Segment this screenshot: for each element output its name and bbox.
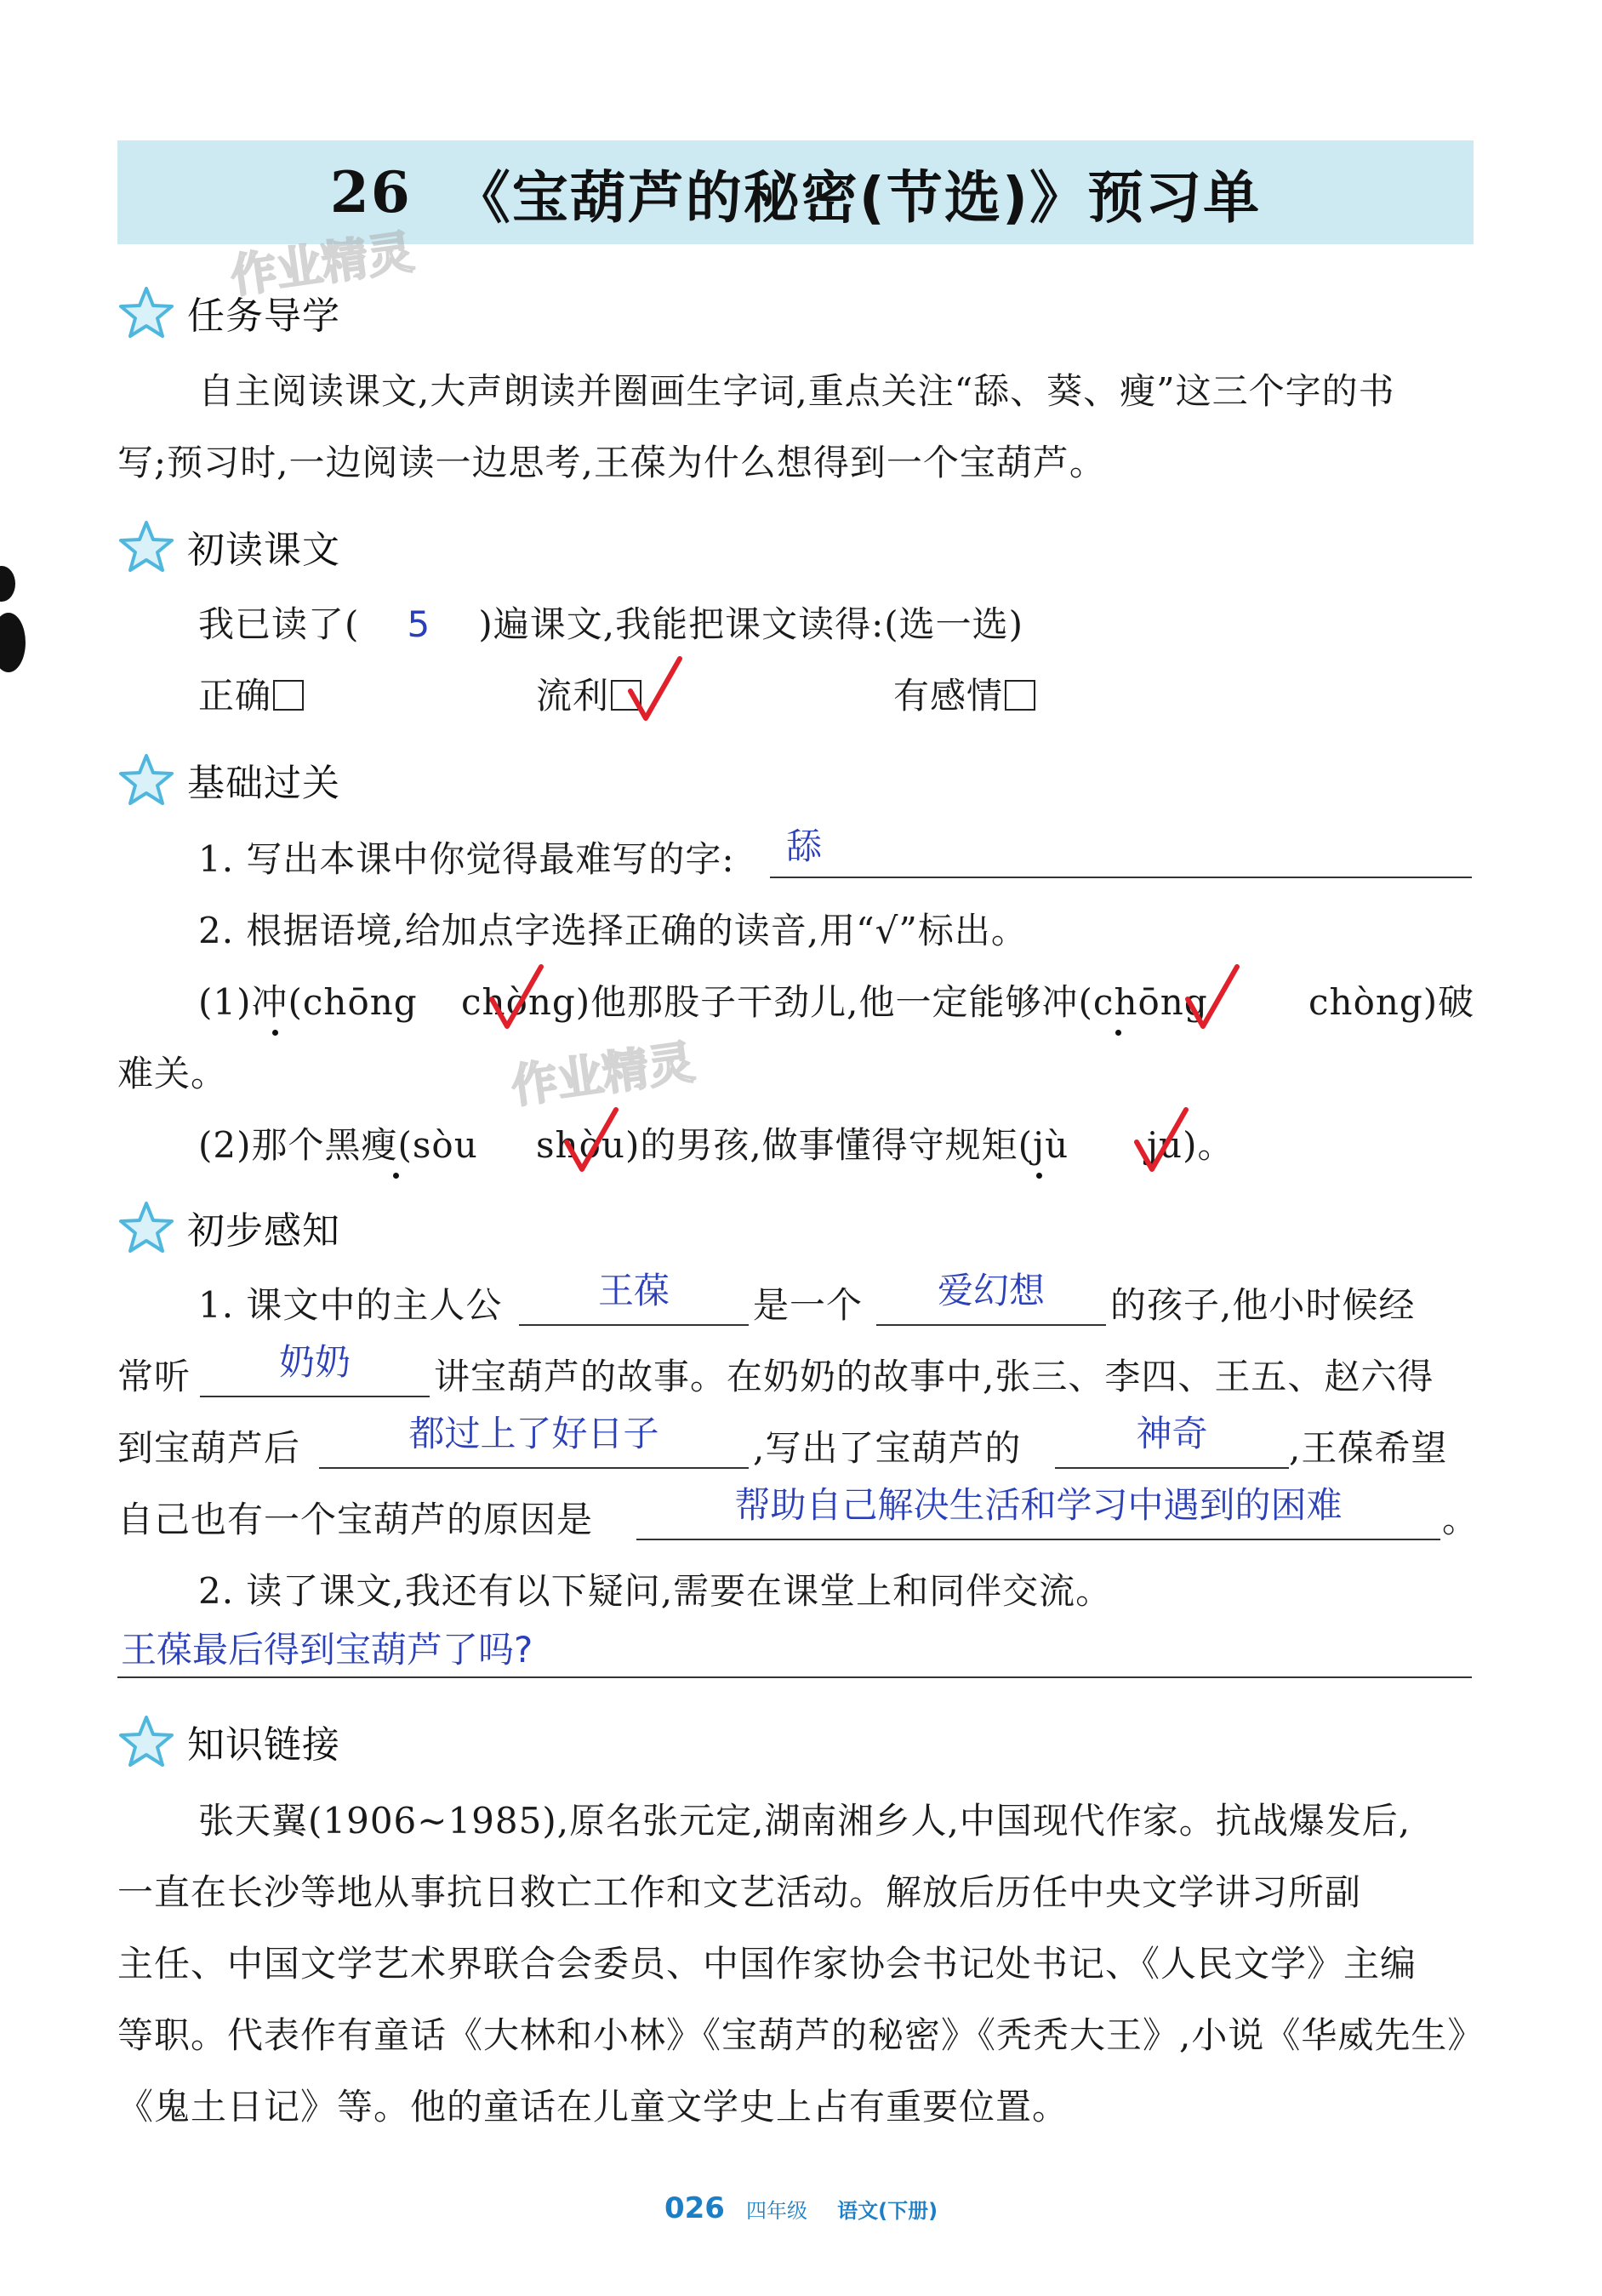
trait-answer: 爱幻想 xyxy=(937,1270,1045,1311)
knowledge-line-1: 张天翼(1906~1985),原名张元定,湖南湘乡人,中国现代作家。抗战爆发后, xyxy=(198,1800,1411,1842)
answer-line xyxy=(636,1539,1440,1540)
section-perception-heading xyxy=(117,1200,340,1254)
binding-blot xyxy=(0,566,15,602)
section-title: 任务导学 xyxy=(187,294,340,338)
section-first-read-heading xyxy=(117,519,340,574)
emphasis-dot xyxy=(1036,1173,1042,1179)
basics-q2-2-b: shòu)的男孩,做事懂得守规矩(jù xyxy=(536,1124,1069,1166)
option-label: 有感情 xyxy=(893,675,1004,717)
star-icon xyxy=(117,1714,175,1768)
perception-l1-b: 是一个 xyxy=(753,1284,864,1326)
check-mark-icon xyxy=(487,963,546,1031)
read-count-prefix: 我已读了( xyxy=(198,603,360,645)
perception-l3-b: ,写出了宝葫芦的 xyxy=(753,1427,1022,1469)
storyteller-answer: 奶奶 xyxy=(278,1341,351,1383)
knowledge-line-2: 一直在长沙等地从事抗日救亡工作和文艺活动。解放后历任中央文学讲习所副 xyxy=(117,1871,1362,1913)
perception-l2-a: 常听 xyxy=(117,1356,191,1397)
option-expressive xyxy=(893,660,1035,732)
star-icon xyxy=(117,285,175,340)
answer-line xyxy=(1055,1467,1289,1469)
emphasis-dot xyxy=(1115,1030,1121,1036)
check-mark-icon xyxy=(625,655,685,723)
watermark: 作业精灵 xyxy=(508,1035,698,1114)
perception-q2: 2. 读了课文,我还有以下疑问,需要在课堂上和同伴交流。 xyxy=(198,1570,1113,1612)
task-line-1: 自主阅读课文,大声朗读并圈画生字词,重点关注“舔、葵、瘦”这三个字的书 xyxy=(198,370,1395,412)
protagonist-answer: 王葆 xyxy=(597,1270,670,1311)
basics-q2: 2. 根据语境,给加点字选择正确的读音,用“√”标出。 xyxy=(198,910,1028,951)
star-icon xyxy=(117,752,175,807)
perception-l4-end: 。 xyxy=(1442,1499,1479,1540)
basics-q2-2-c: ju)。 xyxy=(1147,1124,1234,1166)
basics-q2-1-d: 难关。 xyxy=(117,1053,228,1094)
read-count-answer: 5 xyxy=(407,603,431,645)
feature-answer: 神奇 xyxy=(1136,1413,1208,1454)
basics-q2-1-a: (1)冲(chōng xyxy=(198,981,418,1023)
answer-line xyxy=(876,1324,1106,1326)
lesson-title: 《宝葫芦的秘密(节选)》预习单 xyxy=(453,164,1262,231)
section-title: 初读课文 xyxy=(187,528,340,572)
knowledge-line-5: 《鬼土日记》等。他的童话在儿童文学史上占有重要位置。 xyxy=(117,2086,1069,2128)
perception-l2-b: 讲宝葫芦的故事。在奶奶的故事中,张三、李四、王五、赵六得 xyxy=(434,1356,1434,1397)
checkbox[interactable] xyxy=(1005,680,1035,711)
section-knowledge-heading xyxy=(117,1714,340,1768)
check-mark-icon xyxy=(1183,963,1242,1031)
option-label: 流利 xyxy=(536,675,610,717)
star-icon xyxy=(117,519,175,574)
basics-q1: 1. 写出本课中你觉得最难写的字: xyxy=(198,838,735,880)
option-label: 正确 xyxy=(198,675,272,717)
lesson-number: 26 xyxy=(329,159,412,226)
basics-q2-1-c: chòng)破 xyxy=(1308,981,1475,1023)
page-number: 026 xyxy=(664,2191,725,2225)
knowledge-line-3: 主任、中国文学艺术界联合会委员、中国作家协会书记处书记、《人民文学》主编 xyxy=(117,1943,1417,1985)
outcome-answer: 都过上了好日子 xyxy=(408,1413,659,1454)
check-mark-icon xyxy=(562,1106,621,1174)
star-icon xyxy=(117,1200,175,1254)
answer-line xyxy=(117,1676,1472,1678)
watermark: 作业精灵 xyxy=(227,225,417,304)
section-task-heading xyxy=(117,285,340,340)
emphasis-dot xyxy=(393,1173,399,1179)
perception-l3-a: 到宝葫芦后 xyxy=(117,1427,301,1469)
option-correct xyxy=(198,660,304,732)
section-title: 基础过关 xyxy=(187,762,340,805)
answer-line xyxy=(200,1396,430,1397)
perception-l4-a: 自己也有一个宝葫芦的原因是 xyxy=(117,1499,594,1540)
perception-l3-c: ,王葆希望 xyxy=(1289,1427,1448,1469)
answer-line xyxy=(519,1324,749,1326)
binding-blot xyxy=(0,613,26,672)
hardest-char-answer: 舔 xyxy=(785,825,822,867)
page-footer xyxy=(0,2191,1602,2225)
section-title: 初步感知 xyxy=(187,1209,340,1253)
answer-line xyxy=(770,877,1472,878)
basics-q2-2-a: (2)那个黑瘦(sòu xyxy=(198,1124,478,1166)
check-mark-icon xyxy=(1132,1106,1191,1174)
section-basics-heading xyxy=(117,752,340,807)
task-line-2: 写;预习时,一边阅读一边思考,王葆为什么想得到一个宝葫芦。 xyxy=(117,442,1106,483)
perception-l1-c: 的孩子,他小时候经 xyxy=(1110,1284,1416,1326)
answer-line xyxy=(319,1467,749,1469)
section-title: 知识链接 xyxy=(187,1723,340,1767)
reason-answer: 帮助自己解决生活和学习中遇到的困难 xyxy=(734,1484,1343,1526)
grade-label: 四年级 xyxy=(746,2199,808,2223)
question-answer: 王葆最后得到宝葫芦了吗? xyxy=(121,1629,533,1671)
basics-q2-1-b: chòng)他那股子干劲儿,他一定能够冲(chōng xyxy=(461,981,1208,1023)
perception-l1-a: 1. 课文中的主人公 xyxy=(198,1284,503,1326)
subject-label: 语文(下册) xyxy=(837,2199,938,2223)
checkbox[interactable] xyxy=(273,680,304,711)
read-count-line xyxy=(198,589,1023,660)
read-count-suffix: )遍课文,我能把课文读得:(选一选) xyxy=(478,603,1024,645)
emphasis-dot xyxy=(272,1030,278,1036)
knowledge-line-4: 等职。代表作有童话《大林和小林》《宝葫芦的秘密》《秃秃大王》,小说《华威先生》 xyxy=(117,2014,1485,2056)
